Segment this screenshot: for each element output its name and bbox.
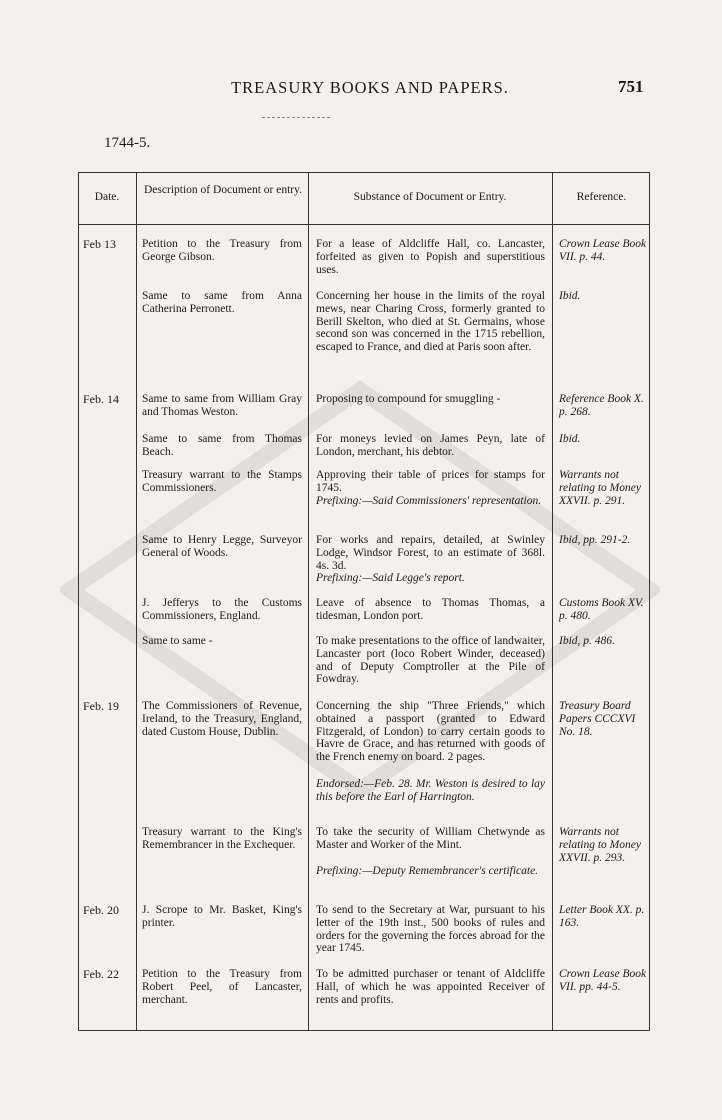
col-header-substance: Substance of Document or Entry. [353, 191, 507, 203]
entry-substance-note: Prefixing:—Deputy Remembrancer's certificate. [316, 865, 539, 877]
entry-date: Feb. 19 [83, 699, 119, 713]
entry-date: Feb. 20 [83, 903, 119, 917]
page-header [0, 78, 722, 102]
entry-reference: Customs Book XV. p. 480. [559, 597, 644, 622]
entry-description: Same to same from Thomas Beach. [142, 433, 302, 458]
entry-description: Treasury warrant to the Stamps Commissioners. [142, 469, 302, 494]
entry-reference: Ibid. [559, 290, 581, 302]
entry-description: Same to same from Anna Catherina Perronett. [142, 290, 302, 315]
entry-date: Feb. 22 [83, 967, 119, 981]
entry-substance-note: Endorsed:—Feb. 28. Mr. Weston is desired to lay this before the Earl of Harrington. [316, 778, 545, 803]
entry-description: Petition to the Treasury from George Gibson. [142, 238, 302, 263]
page-number: 751 [618, 77, 644, 96]
entry-substance: To be admitted purchaser or tenant of Aldcliffe Hall, of which he was appointed Receiver of rents and profits. [316, 968, 545, 1006]
entry-substance: For moneys levied on James Peyn, late of London, merchant, his debtor. [316, 433, 545, 458]
entry-description: The Commissioners of Revenue, Ireland, to the Treasury, England, dated Custom House, Dublin. [142, 700, 302, 738]
entry-description: J. Jefferys to the Customs Commissioners, England. [142, 597, 302, 622]
year-heading: 1744-5. [104, 135, 151, 151]
entry-reference: Crown Lease Book VII. p. 44. [559, 238, 647, 263]
col-header-reference: Reference. [576, 191, 627, 203]
entry-reference: Warrants not relating to Money XXVII. p. 293. [559, 826, 641, 864]
entry-date: Feb. 14 [83, 392, 119, 406]
entry-date: Feb 13 [83, 237, 116, 251]
col-rule-2 [308, 172, 309, 1030]
col-rule-3 [552, 172, 553, 1030]
entry-substance-note: Prefixing:—Said Legge's report. [316, 572, 465, 584]
entry-reference: Warrants not relating to Money XXVII. p. 291. [559, 469, 641, 507]
col-header-description: Description of Document or entry. [144, 184, 302, 196]
entry-substance: Leave of absence to Thomas Thomas, a tidesman, London port. [316, 597, 545, 622]
header-divider [262, 117, 330, 118]
entry-substance: Concerning her house in the limits of the royal mews, near Charing Cross, formerly granted to Berill Skelton, who died at St. Germains, whose second son was concerned in the 1715 rebellion, escaped to France, and died at Paris soon after. [316, 290, 545, 354]
col-header-date: Date. [94, 191, 120, 203]
entry-reference: Treasury Board Papers CCCXVI No. 18. [559, 700, 636, 738]
entry-substance: Approving their table of prices for stamps for 1745. [316, 469, 545, 494]
document-table [78, 172, 650, 1032]
entry-substance: To make presentations to the office of landwaiter, Lancaster port (loco Robert Winder, deceased) and of Deputy Comptroller at the Pile of Fowdray. [316, 635, 545, 686]
entry-reference: Ibid. [559, 433, 581, 445]
table-top-rule [78, 172, 650, 173]
table-header-rule [78, 224, 650, 225]
table-right-rule [649, 172, 650, 1030]
entry-description: Treasury warrant to the King's Remembrancer in the Exchequer. [142, 826, 302, 851]
table-left-rule [78, 172, 79, 1030]
entry-substance: To send to the Secretary at War, pursuant to his letter of the 19th inst., 500 books of rules and orders for the governing the forces abroad for the year 1745. [316, 904, 545, 955]
entry-substance: For works and repairs, detailed, at Swinley Lodge, Windsor Forest, to an estimate of 368l. 4s. 3d. [316, 534, 545, 572]
entry-description: Petition to the Treasury from Robert Peel, of Lancaster, merchant. [142, 968, 302, 1006]
entry-description: Same to same from William Gray and Thomas Weston. [142, 393, 302, 418]
entry-reference: Ibid, p. 486. [559, 635, 615, 647]
table-bottom-rule [78, 1030, 650, 1031]
entry-substance: To take the security of William Chetwynde as Master and Worker of the Mint. [316, 826, 545, 851]
entry-reference: Crown Lease Book VII. pp. 44-5. [559, 968, 647, 993]
entry-substance: Concerning the ship "Three Friends," which obtained a passport (granted to Edward Fitzgerald, of London) to carry certain goods to Havre de Grace, and has returned with goods of the French enemy on board. 2 pages. [316, 700, 545, 764]
entry-substance: For a lease of Aldcliffe Hall, co. Lancaster, forfeited as given to Popish and superstitious uses. [316, 238, 545, 276]
entry-reference: Ibid, pp. 291-2. [559, 534, 631, 546]
entry-description: Same to same - [142, 635, 213, 647]
running-title: TREASURY BOOKS AND PAPERS. [231, 78, 509, 97]
entry-description: Same to Henry Legge, Surveyor General of Woods. [142, 534, 302, 559]
entry-reference: Letter Book XX. p. 163. [559, 904, 645, 929]
entry-description: J. Scrope to Mr. Basket, King's printer. [142, 904, 302, 929]
entry-substance-note: Prefixing:—Said Commissioners' representation. [316, 495, 542, 507]
entry-reference: Reference Book X. p. 268. [559, 393, 644, 418]
entry-substance: Proposing to compound for smuggling - [316, 393, 501, 405]
col-rule-1 [136, 172, 137, 1030]
